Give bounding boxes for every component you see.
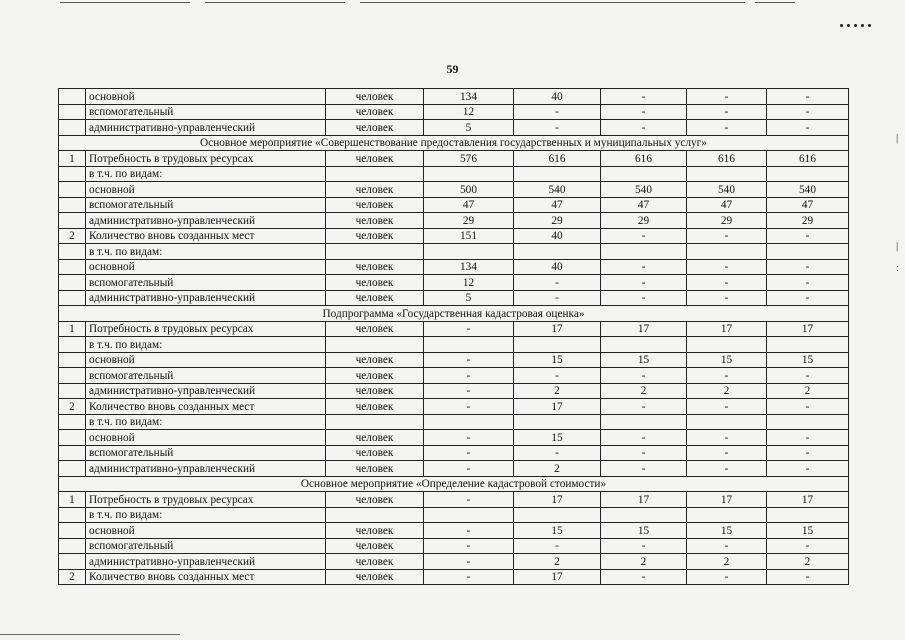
value-cell (601, 244, 687, 260)
value-cell: - (687, 228, 767, 244)
table-row (59, 321, 849, 337)
table-row (59, 228, 849, 244)
indicator-name: Количество вновь созданных мест (86, 228, 326, 244)
value-cell (601, 507, 687, 523)
row-number (59, 554, 86, 570)
unit-cell: человек (326, 259, 424, 275)
value-cell (687, 337, 767, 353)
value-cell: - (601, 259, 687, 275)
value-cell: 5 (424, 120, 514, 136)
unit-cell: человек (326, 445, 424, 461)
value-cell: - (767, 461, 849, 477)
value-cell: - (687, 569, 767, 585)
table-row (59, 213, 849, 229)
value-cell: 47 (767, 197, 849, 213)
table-row (59, 538, 849, 554)
row-number: 2 (59, 399, 86, 415)
row-number: 2 (59, 569, 86, 585)
value-cell: - (767, 538, 849, 554)
section-row (59, 135, 849, 151)
table-row (59, 461, 849, 477)
unit-cell: человек (326, 321, 424, 337)
value-cell: 17 (514, 399, 601, 415)
value-cell: 2 (514, 461, 601, 477)
value-cell: 17 (601, 492, 687, 508)
table-row (59, 120, 849, 136)
value-cell: 2 (601, 383, 687, 399)
value-cell (514, 414, 601, 430)
unit-cell: человек (326, 120, 424, 136)
table-row (59, 430, 849, 446)
value-cell: - (601, 290, 687, 306)
scan-line (360, 2, 745, 3)
value-cell: 40 (514, 89, 601, 105)
value-cell: - (687, 445, 767, 461)
stamp-mark (838, 18, 888, 34)
value-cell (767, 507, 849, 523)
row-number (59, 445, 86, 461)
indicator-name: административно-управленческий (86, 383, 326, 399)
indicator-name: вспомогательный (86, 275, 326, 291)
indicator-name: вспомогательный (86, 538, 326, 554)
value-cell: - (687, 275, 767, 291)
indicator-name: в т.ч. по видам: (86, 244, 326, 260)
value-cell: - (767, 290, 849, 306)
value-cell: - (601, 538, 687, 554)
table-row (59, 352, 849, 368)
value-cell: 540 (687, 182, 767, 198)
row-number (59, 197, 86, 213)
row-number (59, 213, 86, 229)
table-row (59, 182, 849, 198)
table-row (59, 368, 849, 384)
value-cell (514, 166, 601, 182)
value-cell: 29 (514, 213, 601, 229)
unit-cell: человек (326, 104, 424, 120)
unit-cell (326, 507, 424, 523)
table-row (59, 275, 849, 291)
value-cell: - (514, 538, 601, 554)
value-cell (687, 244, 767, 260)
value-cell: - (514, 368, 601, 384)
row-number (59, 182, 86, 198)
value-cell: 40 (514, 259, 601, 275)
value-cell: 15 (687, 523, 767, 539)
value-cell: 40 (514, 228, 601, 244)
value-cell: 15 (601, 523, 687, 539)
value-cell (767, 337, 849, 353)
margin-mark: | (896, 132, 899, 144)
value-cell: 12 (424, 104, 514, 120)
unit-cell: человек (326, 554, 424, 570)
value-cell: - (767, 430, 849, 446)
value-cell: - (601, 120, 687, 136)
value-cell: 17 (601, 321, 687, 337)
workforce-table (58, 88, 849, 585)
value-cell: 616 (767, 151, 849, 167)
row-number: 1 (59, 492, 86, 508)
value-cell: 576 (424, 151, 514, 167)
indicator-name: основной (86, 259, 326, 275)
row-number (59, 166, 86, 182)
value-cell: - (767, 368, 849, 384)
value-cell (601, 166, 687, 182)
value-cell: 29 (687, 213, 767, 229)
value-cell: 2 (514, 554, 601, 570)
value-cell: - (424, 569, 514, 585)
value-cell: 616 (514, 151, 601, 167)
value-cell: - (687, 120, 767, 136)
row-number (59, 259, 86, 275)
value-cell: - (687, 259, 767, 275)
unit-cell: человек (326, 523, 424, 539)
indicator-name: вспомогательный (86, 104, 326, 120)
indicator-name: основной (86, 523, 326, 539)
margin-mark: : (896, 262, 900, 274)
value-cell: 15 (601, 352, 687, 368)
value-cell: 47 (424, 197, 514, 213)
value-cell (601, 414, 687, 430)
value-cell: - (601, 89, 687, 105)
value-cell (601, 337, 687, 353)
indicator-name: основной (86, 352, 326, 368)
indicator-name: Потребность в трудовых ресурсах (86, 151, 326, 167)
value-cell: - (687, 538, 767, 554)
margin-mark: | (896, 240, 899, 252)
row-number: 1 (59, 321, 86, 337)
table-row (59, 507, 849, 523)
indicator-name: основной (86, 430, 326, 446)
unit-cell: человек (326, 228, 424, 244)
value-cell (424, 244, 514, 260)
row-number (59, 414, 86, 430)
value-cell: 500 (424, 182, 514, 198)
scan-line (60, 2, 190, 3)
row-number (59, 120, 86, 136)
table-row (59, 259, 849, 275)
value-cell (514, 337, 601, 353)
scan-line (755, 2, 795, 3)
table-row (59, 554, 849, 570)
unit-cell: человек (326, 430, 424, 446)
value-cell: - (514, 120, 601, 136)
row-number (59, 523, 86, 539)
value-cell (424, 337, 514, 353)
table-row (59, 290, 849, 306)
value-cell: 616 (601, 151, 687, 167)
indicator-name: Потребность в трудовых ресурсах (86, 492, 326, 508)
value-cell: 17 (514, 321, 601, 337)
value-cell (767, 166, 849, 182)
section-row (59, 476, 849, 492)
value-cell: - (601, 228, 687, 244)
table-row (59, 383, 849, 399)
value-cell: 15 (514, 352, 601, 368)
table-row (59, 523, 849, 539)
indicator-name: в т.ч. по видам: (86, 414, 326, 430)
value-cell (767, 244, 849, 260)
indicator-name: вспомогательный (86, 368, 326, 384)
value-cell (424, 166, 514, 182)
value-cell: - (424, 430, 514, 446)
indicator-name: административно-управленческий (86, 120, 326, 136)
unit-cell: человек (326, 275, 424, 291)
value-cell: 29 (601, 213, 687, 229)
unit-cell (326, 244, 424, 260)
value-cell: - (514, 290, 601, 306)
indicator-name: административно-управленческий (86, 554, 326, 570)
scan-line (205, 2, 345, 3)
value-cell: - (767, 275, 849, 291)
value-cell: 2 (687, 554, 767, 570)
row-number (59, 290, 86, 306)
value-cell: - (424, 383, 514, 399)
value-cell: - (424, 492, 514, 508)
value-cell (687, 414, 767, 430)
unit-cell: человек (326, 352, 424, 368)
value-cell (514, 507, 601, 523)
value-cell: 540 (767, 182, 849, 198)
value-cell: 17 (687, 492, 767, 508)
unit-cell: человек (326, 569, 424, 585)
value-cell: 29 (424, 213, 514, 229)
unit-cell: человек (326, 461, 424, 477)
value-cell: 2 (514, 383, 601, 399)
indicator-name: вспомогательный (86, 445, 326, 461)
row-number (59, 337, 86, 353)
value-cell: - (601, 368, 687, 384)
value-cell: - (424, 538, 514, 554)
value-cell: - (424, 321, 514, 337)
row-number (59, 89, 86, 105)
table-row (59, 414, 849, 430)
value-cell: 151 (424, 228, 514, 244)
value-cell: - (687, 104, 767, 120)
row-number (59, 368, 86, 384)
row-number (59, 383, 86, 399)
unit-cell: человек (326, 492, 424, 508)
unit-cell: человек (326, 89, 424, 105)
row-number (59, 538, 86, 554)
section-title: Подпрограмма «Государственная кадастровая оценка» (59, 306, 849, 322)
value-cell (767, 414, 849, 430)
unit-cell: человек (326, 197, 424, 213)
value-cell: - (424, 523, 514, 539)
unit-cell: человек (326, 290, 424, 306)
table-row (59, 244, 849, 260)
value-cell: - (514, 275, 601, 291)
table-body (59, 89, 849, 585)
indicator-name: административно-управленческий (86, 213, 326, 229)
value-cell: - (687, 430, 767, 446)
unit-cell: человек (326, 538, 424, 554)
indicator-name: в т.ч. по видам: (86, 166, 326, 182)
row-number (59, 244, 86, 260)
indicator-name: вспомогательный (86, 197, 326, 213)
table-row (59, 151, 849, 167)
value-cell: - (767, 445, 849, 461)
value-cell: - (767, 120, 849, 136)
value-cell: 5 (424, 290, 514, 306)
value-cell: 540 (514, 182, 601, 198)
value-cell: - (767, 89, 849, 105)
unit-cell: человек (326, 383, 424, 399)
indicator-name: Количество вновь созданных мест (86, 399, 326, 415)
indicator-name: основной (86, 89, 326, 105)
value-cell: - (687, 290, 767, 306)
table-row (59, 445, 849, 461)
value-cell: 2 (767, 383, 849, 399)
value-cell: 17 (767, 492, 849, 508)
value-cell: - (601, 445, 687, 461)
section-row (59, 306, 849, 322)
value-cell: - (767, 399, 849, 415)
value-cell: - (767, 569, 849, 585)
value-cell: - (424, 352, 514, 368)
indicator-name: основной (86, 182, 326, 198)
value-cell: 12 (424, 275, 514, 291)
value-cell: 15 (687, 352, 767, 368)
value-cell: - (767, 259, 849, 275)
table-row (59, 89, 849, 105)
value-cell: 540 (601, 182, 687, 198)
value-cell: 2 (767, 554, 849, 570)
value-cell (687, 507, 767, 523)
value-cell: - (687, 89, 767, 105)
value-cell: 15 (767, 352, 849, 368)
value-cell: - (601, 104, 687, 120)
indicator-name: административно-управленческий (86, 461, 326, 477)
value-cell (424, 414, 514, 430)
value-cell: 17 (514, 492, 601, 508)
table-row (59, 166, 849, 182)
value-cell: - (424, 368, 514, 384)
indicator-name: Количество вновь созданных мест (86, 569, 326, 585)
value-cell: - (601, 430, 687, 446)
value-cell: 17 (767, 321, 849, 337)
value-cell: - (424, 461, 514, 477)
value-cell: - (424, 399, 514, 415)
value-cell: - (601, 569, 687, 585)
value-cell: - (687, 399, 767, 415)
scan-line (0, 634, 180, 635)
value-cell: - (424, 554, 514, 570)
page-number: 59 (446, 62, 459, 76)
table-row (59, 337, 849, 353)
indicator-name: Потребность в трудовых ресурсах (86, 321, 326, 337)
value-cell: 15 (514, 523, 601, 539)
indicator-name: в т.ч. по видам: (86, 337, 326, 353)
value-cell: 15 (767, 523, 849, 539)
indicator-name: в т.ч. по видам: (86, 507, 326, 523)
table-row (59, 197, 849, 213)
value-cell (424, 507, 514, 523)
table-row (59, 104, 849, 120)
value-cell: 29 (767, 213, 849, 229)
row-number (59, 352, 86, 368)
unit-cell: человек (326, 182, 424, 198)
unit-cell: человек (326, 213, 424, 229)
row-number (59, 507, 86, 523)
value-cell: 17 (687, 321, 767, 337)
table-row (59, 399, 849, 415)
value-cell (514, 244, 601, 260)
unit-cell: человек (326, 151, 424, 167)
value-cell: - (767, 228, 849, 244)
value-cell: 2 (687, 383, 767, 399)
value-cell: 15 (514, 430, 601, 446)
value-cell: - (424, 445, 514, 461)
table-row (59, 492, 849, 508)
value-cell: - (601, 275, 687, 291)
table-row (59, 569, 849, 585)
section-title: Основное мероприятие «Определение кадастровой стоимости» (59, 476, 849, 492)
row-number: 1 (59, 151, 86, 167)
row-number: 2 (59, 228, 86, 244)
value-cell: - (601, 461, 687, 477)
value-cell: - (514, 445, 601, 461)
row-number (59, 430, 86, 446)
value-cell: 17 (514, 569, 601, 585)
value-cell: - (687, 368, 767, 384)
unit-cell: человек (326, 368, 424, 384)
section-title: Основное мероприятие «Совершенствование предоставления государственных и муниципальных услуг» (59, 135, 849, 151)
unit-cell (326, 337, 424, 353)
value-cell: - (687, 461, 767, 477)
value-cell: 2 (601, 554, 687, 570)
value-cell: 47 (687, 197, 767, 213)
value-cell: - (601, 399, 687, 415)
value-cell: 134 (424, 259, 514, 275)
unit-cell: человек (326, 399, 424, 415)
value-cell (687, 166, 767, 182)
value-cell: 47 (601, 197, 687, 213)
unit-cell (326, 166, 424, 182)
value-cell: 134 (424, 89, 514, 105)
row-number (59, 275, 86, 291)
value-cell: 47 (514, 197, 601, 213)
value-cell: - (767, 104, 849, 120)
row-number (59, 104, 86, 120)
value-cell: 616 (687, 151, 767, 167)
value-cell: - (514, 104, 601, 120)
unit-cell (326, 414, 424, 430)
row-number (59, 461, 86, 477)
indicator-name: административно-управленческий (86, 290, 326, 306)
